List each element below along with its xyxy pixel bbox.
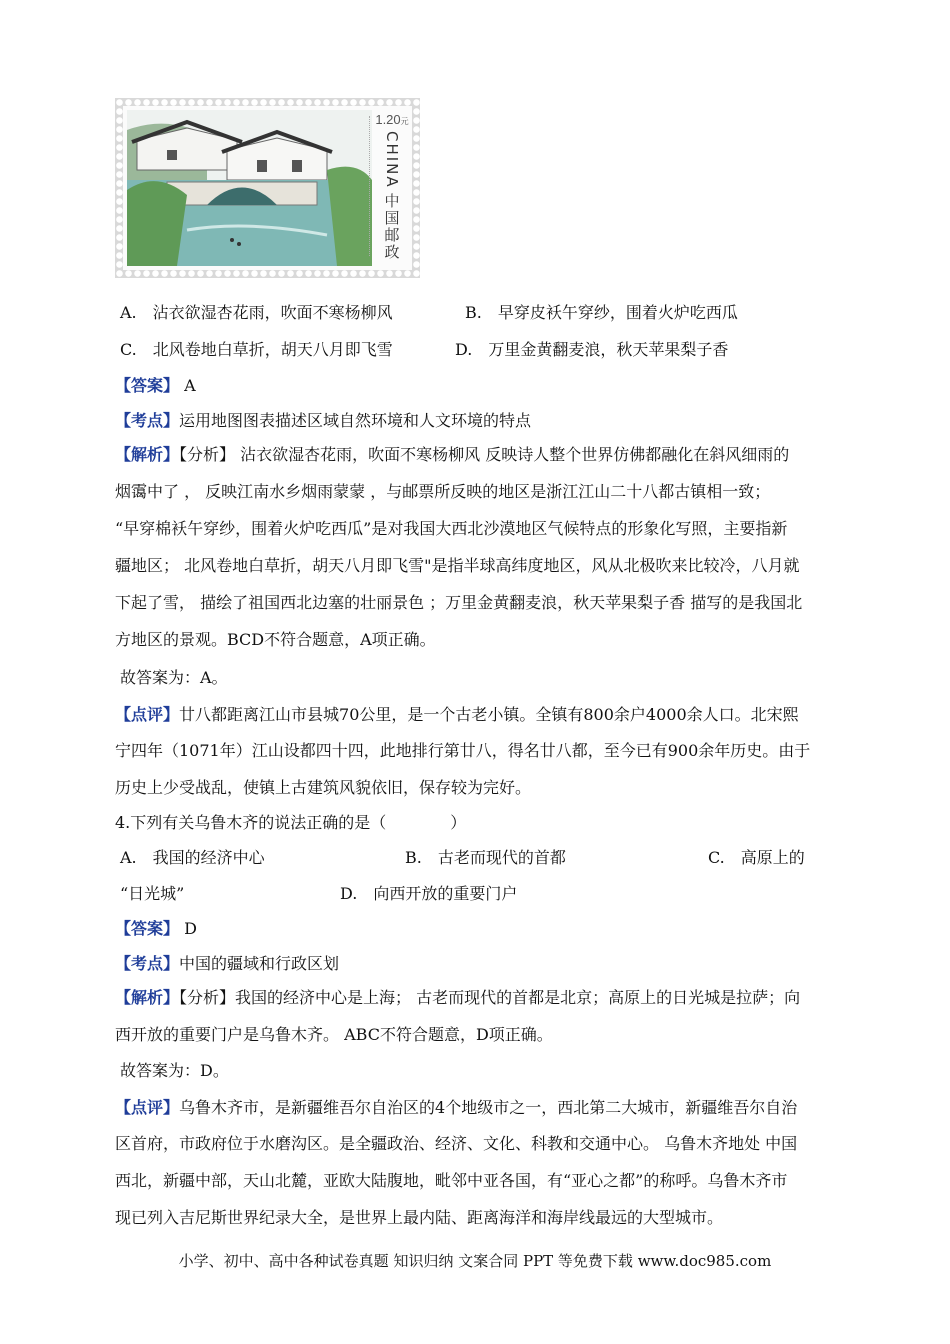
q3-point bbox=[115, 411, 531, 431]
q4-comment-line: 现已列入吉尼斯世界纪录大全，是世界上最内陆、距离海洋和海岸线最远的大型城市。 bbox=[115, 1208, 724, 1227]
q4-option-a: A. 我国的经济中心 bbox=[120, 848, 265, 867]
q4-answer bbox=[115, 919, 197, 939]
stamp-scene-illustration bbox=[127, 110, 372, 266]
q3-option-a: A. 沾衣欲湿杏花雨，吹面不寒杨柳风 bbox=[120, 303, 393, 322]
comment-tag: 【点评】 bbox=[115, 1098, 180, 1117]
analysis-tag: 【解析】 bbox=[115, 988, 180, 1007]
q3-option-c: C. 北风卷地白草折，胡天八月即飞雪 bbox=[120, 340, 393, 359]
comment-text: 乌鲁木齐市，是新疆维吾尔自治区的4个地级市之一，西北第二大城市，新疆维吾尔自治 bbox=[179, 1098, 798, 1117]
point-tag: 【考点】 bbox=[115, 954, 180, 973]
point-text: 中国的疆域和行政区划 bbox=[179, 954, 340, 973]
q3-comment-line bbox=[115, 705, 799, 725]
point-tag: 【考点】 bbox=[115, 411, 180, 430]
q3-analysis-line: 烟霭中了 ， 反映江南水乡烟雨蒙蒙 ，与邮票所反映的地区是浙江江山二十八都古镇相一致； bbox=[115, 482, 771, 501]
q3-analysis-line: “早穿棉袄午穿纱，围着火炉吃西瓜”是对我国大西北沙漠地区气候特点的形象化写照，主要指新 bbox=[115, 519, 788, 538]
stamp-denomination: 1.20元 bbox=[375, 112, 409, 127]
q3-conclusion: 故答案为：A。 bbox=[120, 668, 228, 687]
q3-analysis-line bbox=[115, 445, 789, 465]
answer-tag: 【答案】 bbox=[115, 919, 180, 938]
point-text: 运用地图图表描述区域自然环境和人文环境的特点 bbox=[179, 411, 532, 430]
q4-analysis-line: 西开放的重要门户是乌鲁木齐。 ABC不符合题意，D项正确。 bbox=[115, 1025, 553, 1044]
q4-option-d: D. 向西开放的重要门户 bbox=[340, 884, 518, 903]
q3-comment-line: 宁四年（1071年）江山设都四十四，此地排行第廿八，得名廿八都，至今已有900余年历史。由于 bbox=[115, 741, 811, 760]
page-footer: 小学、初中、高中各种试卷真题 知识归纳 文案合同 PPT 等免费下载 www.doc985.com bbox=[178, 1252, 772, 1270]
q3-option-d: D. 万里金黄翻麦浪，秋天苹果梨子香 bbox=[455, 340, 729, 359]
analysis-text: 【分析】我国的经济中心是上海； 古老而现代的首都是北京；高原上的日光城是拉萨；向 bbox=[179, 988, 801, 1007]
q4-analysis-line bbox=[115, 988, 800, 1008]
answer-value: D bbox=[179, 919, 197, 938]
q3-analysis-line: 方地区的景观。BCD不符合题意，A项正确。 bbox=[115, 630, 436, 649]
answer-value: A bbox=[179, 376, 196, 395]
comment-text: 廿八都距离江山市县城70公里，是一个古老小镇。全镇有800余户4000余人口。北宋熙 bbox=[179, 705, 799, 724]
postage-stamp-image bbox=[115, 98, 420, 278]
q4-comment-line bbox=[115, 1098, 797, 1118]
comment-tag: 【点评】 bbox=[115, 705, 180, 724]
q3-option-b: B. 早穿皮袄午穿纱，围着火炉吃西瓜 bbox=[465, 303, 738, 322]
q3-comment-line: 历史上少受战乱，使镇上古建筑风貌依旧，保存较为完好。 bbox=[115, 778, 532, 797]
q3-analysis-line: 疆地区； 北风卷地白草折，胡天八月即飞雪"是指半球高纬度地区，风从北极吹来比较冷，八月就 bbox=[115, 556, 800, 575]
stamp-post: 中国邮政 bbox=[382, 192, 401, 261]
q3-answer bbox=[115, 376, 196, 396]
q4-conclusion: 故答案为：D。 bbox=[120, 1061, 229, 1080]
q4-option-b: B. 古老而现代的首都 bbox=[405, 848, 566, 867]
q4-comment-line: 区首府，市政府位于水磨沟区。是全疆政治、经济、文化、科教和交通中心。 乌鲁木齐地处 中国 bbox=[115, 1134, 798, 1153]
stamp-side-text bbox=[374, 110, 410, 266]
q4-option-c-continued: “日光城” bbox=[120, 884, 185, 903]
analysis-tag: 【解析】 bbox=[115, 445, 180, 464]
analysis-text: 【分析】 沾衣欲湿杏花雨，吹面不寒杨柳风 反映诗人整个世界仿佛都融化在斜风细雨的 bbox=[179, 445, 790, 464]
stamp-country: CHINA bbox=[383, 131, 401, 189]
answer-tag: 【答案】 bbox=[115, 376, 180, 395]
q4-option-c: C. 高原上的 bbox=[708, 848, 805, 867]
q3-analysis-line: 下起了雪， 描绘了祖国西北边塞的壮丽景色 ；万里金黄翻麦浪，秋天苹果梨子香 描写的是我国北 bbox=[115, 593, 803, 612]
q4-comment-line: 西北，新疆中部，天山北麓，亚欧大陆腹地，毗邻中亚各国，有“亚心之都”的称呼。乌鲁木齐市 bbox=[115, 1171, 788, 1190]
q4-point bbox=[115, 954, 339, 974]
q4-question: 4.下列有关乌鲁木齐的说法正确的是（ ） bbox=[115, 813, 467, 832]
